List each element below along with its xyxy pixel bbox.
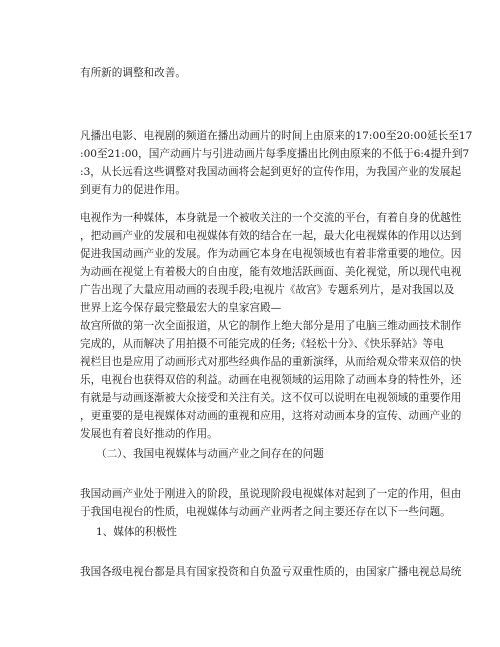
text-line: 我国各级电视台都是具有国家投资和自负盈亏双重性质的，由国家广播电视总局统 <box>80 566 462 578</box>
text-line: 有就是与动画逐渐被大众接受和关注有关。这不仅可以说明在电视领域的重要作用 <box>80 392 462 404</box>
text-line: 乐，电视台也获得双倍的利益。动画在电视领域的运用除了动画本身的特性外，还 <box>80 374 462 386</box>
text-line: ，更重要的是电视媒体对动画的重视和应用，这将对动画本身的宣传、动画产业的 <box>80 410 462 422</box>
text-line: 发展也有着良好推动的作用。 <box>80 428 218 440</box>
text-line: 故宫所做的第一次全面报道，从它的制作上绝大部分是用了电脑三维动画技术制作 <box>80 320 462 332</box>
text-line: 电视作为一种媒体，本身就是一个被收关注的一个交流的平台，有着自身的优越性 <box>80 212 462 224</box>
text-line: 到更有力的促进作用。 <box>80 184 186 196</box>
subsection-heading: 1、媒体的积极性 <box>96 526 177 538</box>
text-line: 促进我国动画产业的发展。作为动画它本身在电视领域也有着非常重要的地位。因 <box>80 248 462 260</box>
section-heading: （二）、我国电视媒体与动画产业之间存在的问题 <box>96 448 324 460</box>
text-line: 凡播出电影、电视剧的频道在播出动画片的时间上由原来的17:00至20:00延长至17 <box>80 130 473 142</box>
text-line: :00至21:00，国产动画片与引进动画片每季度播出比例由原来的不低于6:4提升到7 <box>80 148 470 160</box>
text-line: 世界上迄今保存最完整最宏大的皇家宫殿— <box>80 302 282 314</box>
text-line: 为动画在视觉上有着极大的自由度，能有效地活跃画面、美化视觉，所以现代电视 <box>80 266 462 278</box>
text-line: 我国动画产业处于刚进入的阶段，虽说现阶段电视媒体对起到了一定的作用，但由 <box>80 488 462 500</box>
text-line: ，把动画产业的发展和电视媒体有效的结合在一起，最大化电视媒体的作用以达到 <box>80 230 462 242</box>
text-line: 完成的，从而解决了用拍摄不可能完成的任务;《轻松十分》、《快乐驿站》等电 <box>80 338 444 350</box>
text-line: 广告出现了大量应用动画的表现手段;电视片《故宫》专题系列片，是对我国以及 <box>80 284 455 296</box>
text-line: 视栏目也是应用了动画形式对那些经典作品的重新演绎，从而给观众带来双倍的快 <box>80 356 462 368</box>
text-line: :3，从长远看这些调整对我国动画将会起到更好的宣传作用，为我国产业的发展起 <box>80 166 462 178</box>
text-line: 有所新的调整和改善。 <box>80 67 186 79</box>
text-line: 于我国电视台的性质，电视媒体与动画产业两者之间主要还存在以下一些问题。 <box>80 506 451 518</box>
